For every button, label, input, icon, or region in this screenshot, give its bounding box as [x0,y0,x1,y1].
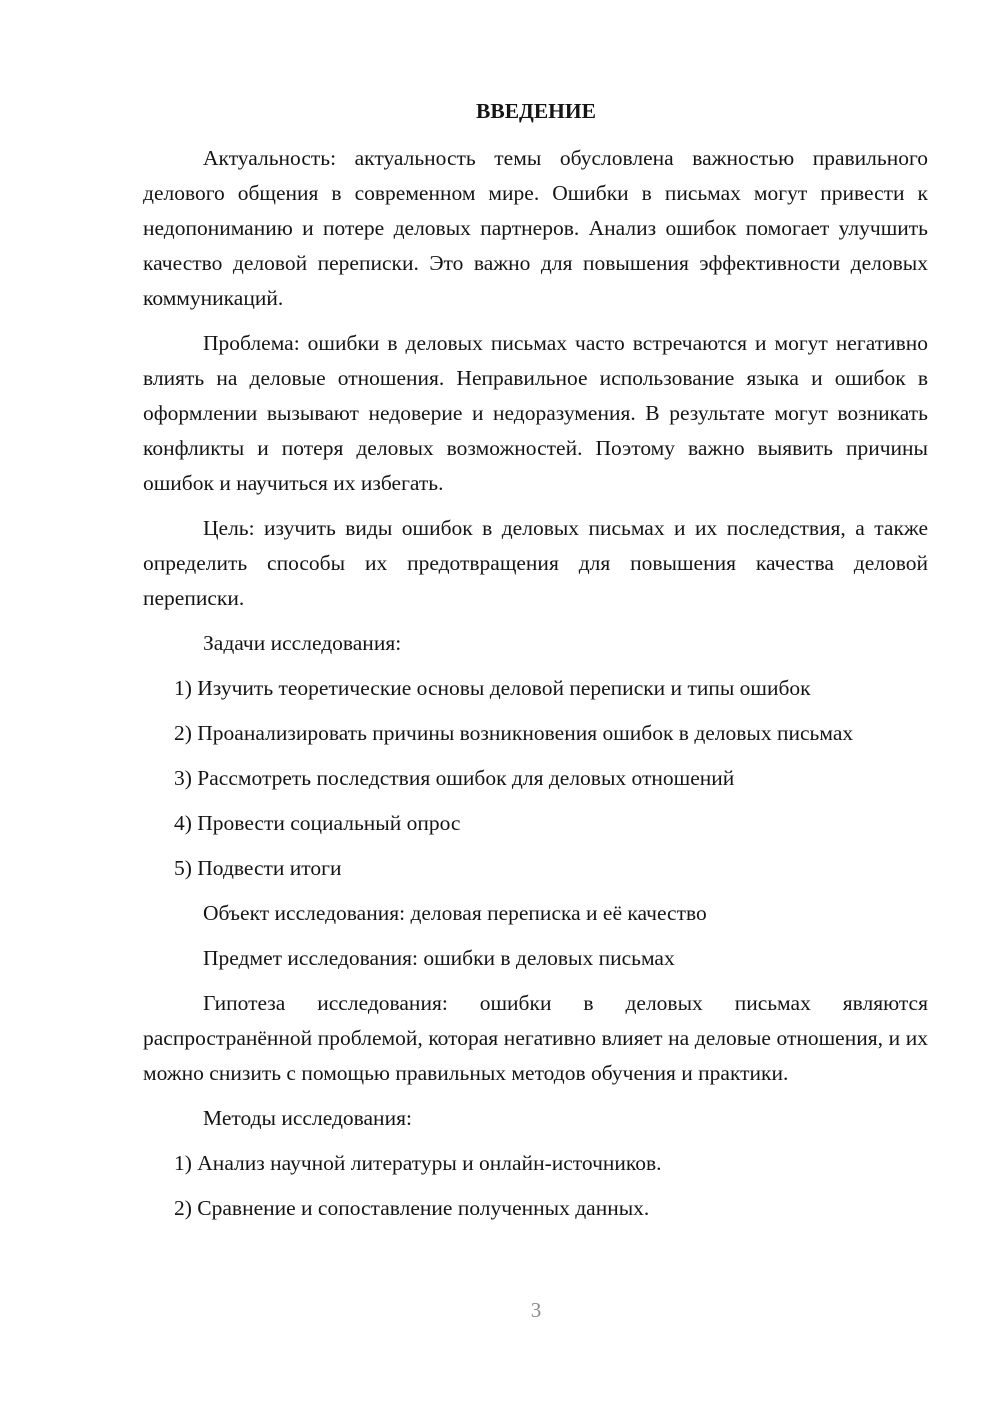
tasks-heading: Задачи исследования: [203,631,402,655]
task-item: 3) Рассмотреть последствия ошибок для деловых отношений [174,766,735,790]
hypothesis-paragraph: Гипотеза исследования: ошибки в деловых письмах являются распространённой проблемой, которая негативно влияет на деловые отношения, и их можно снизить с помощью правильных методов обучения и практики. [143,991,928,1085]
task-item: 1) Изучить теоретические основы деловой переписки и типы ошибок [174,676,811,700]
goal-paragraph: Цель: изучить виды ошибок в деловых письмах и их последствия, а также определить способы их предотвращения для повышения качества деловой переписки. [143,516,928,610]
page-content [143,94,928,1236]
task-item: 5) Подвести итоги [174,856,342,880]
object-paragraph: Объект исследования: деловая переписка и её качество [203,901,707,925]
relevance-paragraph: Актуальность: актуальность темы обусловлена важностью правильного делового общения в современном мире. Ошибки в письмах могут привести к недопониманию и потере деловых партнеров. Анализ ошибок помогает улучшить качество деловой переписки. Это важно для повышения эффективности деловых коммуникаций. [143,146,928,310]
section-title: ВВЕДЕНИЕ [476,99,596,123]
methods-heading: Методы исследования: [203,1106,412,1130]
problem-paragraph: Проблема: ошибки в деловых письмах часто встречаются и могут негативно влиять на деловые отношения. Неправильное использование языка и ошибок в оформлении вызывают недоверие и недоразумения. В результате могут возникать конфликты и потеря деловых возможностей. Поэтому важно выявить причины ошибок и научиться их избегать. [143,331,928,495]
task-item: 4) Провести социальный опрос [174,811,461,835]
method-item: 2) Сравнение и сопоставление полученных данных. [174,1196,650,1220]
task-item: 2) Проанализировать причины возникновения ошибок в деловых письмах [174,721,854,745]
subject-paragraph: Предмет исследования: ошибки в деловых письмах [203,946,675,970]
method-item: 1) Анализ научной литературы и онлайн-источников. [174,1151,662,1175]
page-number: 3 [530,1298,542,1322]
